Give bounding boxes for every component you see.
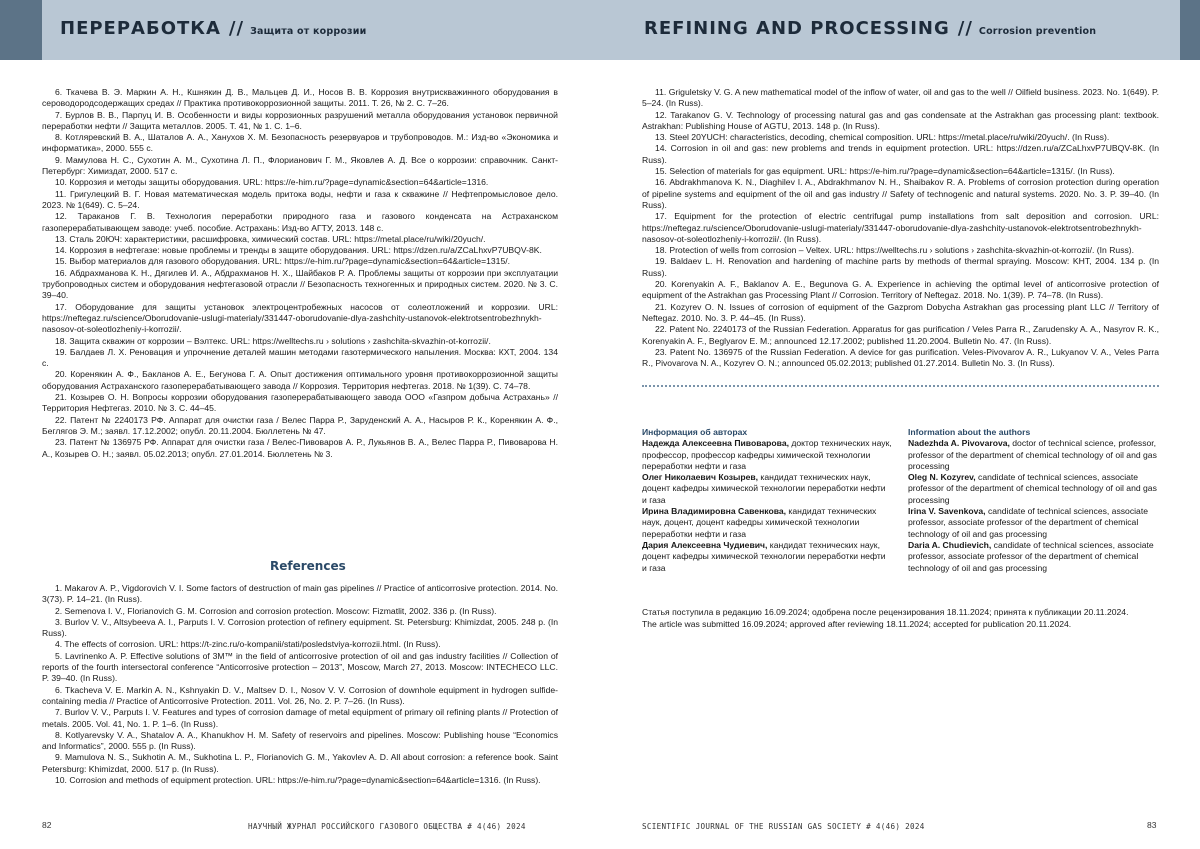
reference-item: 9. Мамулова Н. С., Сухотин А. М., Сухотина Л. П., Флорианович Г. М., Яковлев А. Д. Все о коррозии: справочник. Санкт-Петербург: Химиздат, 2000. 517 с. (42, 154, 558, 177)
header-accent-bar (1180, 0, 1200, 60)
author-entry (908, 438, 1160, 472)
author-description: candidate of technical sciences, associate professor, associate professor of the department of chemical technology of oil and gas processing (908, 506, 1148, 539)
reference-item: 14. Коррозия в нефтегазе: новые проблемы и тренды в защите оборудования. URL: https://dzen.ru/a/ZCaLhxvP7UBQV-8K. (55, 245, 542, 256)
reference-item: 14. Corrosion in oil and gas: new problems and trends in equipment protection. URL: https://dzen.ru/a/ZCaLhxvP7UBQV-8K. (In Russ). (642, 143, 1159, 165)
author-entry (642, 540, 892, 574)
reference-item: 13. Сталь 20ЮЧ: характеристики, расшифровка, химический состав. URL: https://metal.place/ru/wiki/20yuch/. (55, 233, 486, 244)
author-name: Irina V. Savenkova, (908, 506, 986, 517)
author-name: Daria A. Chudievich, (908, 539, 992, 550)
reference-item: 9. Mamulova N. S., Sukhotin A. M., Sukhotina L. P., Florianovich G. M., Yakovlev A. D. All about corrosion: a reference book. Saint Petersburg: Khimizdat, 2000. 517 p. (In Russ). (42, 752, 558, 774)
author-description: доктор технических наук, профессор, профессор кафедры химической технологии переработки нефти и газа (642, 438, 892, 471)
author-entry (908, 506, 1160, 540)
reference-item: 21. Козырев О. Н. Вопросы коррозии оборудования газоперерабатывающего завода ООО «Газпром добыча Астрахань» // Территория Нефтегаз. 2010. № 3. С. 44–45. (42, 392, 558, 414)
reference-item: 17. Оборудование для защиты установок электроцентробежных насосов от солеотложений и коррозии. URL: https://neftegaz.ru/science/Oborudovanie-uslugi-materialy/331447-oborudovanie-dlya-zashchity-ustanovok-elektrotsentrobezhnykh-nasosov-ot-soleotlozheniy-i-korrozii/. (42, 301, 558, 335)
author-name: Oleg N. Kozyrev, (908, 472, 976, 483)
authors-info-ru (642, 427, 892, 574)
author-entry (642, 506, 892, 540)
authors-info-en (908, 427, 1160, 574)
journal-name-right: SCIENTIFIC JOURNAL OF THE RUSSIAN GAS SOCIETY # 4(46) 2024 (642, 822, 925, 831)
reference-item: 22. Патент № 2240173 РФ. Аппарат для очистки газа / Велес Парра Р., Заруденский А. А., Насыров Р. К., Коренякин А. Ф., Беглягов Э. М.; заявл. 17.12.2002; опубл. 20.11.2004. Бюллетень № 47. (42, 414, 558, 436)
reference-item: 23. Патент № 136975 РФ. Аппарат для очистки газа / Велес-Пивоваров А. Р., Лукьянов В. А., Велес Парра Р., Пивоварова Н. А., Козырев О. Н.; заявл. 05.02.2013; опубл. 27.01.2014. Бюллетень № 3. (42, 437, 558, 459)
reference-item: 22. Patent No. 2240173 of the Russian Federation. Apparatus for gas purification / Veles Parra R., Zarudensky A. A., Nasyrov R. K., Korenyakin A. F., Beglyarov E. M.; announced 12.17.2002; published 11.20.2004. Bulletin No. 47. (In Russ). (642, 324, 1159, 346)
section-title: ПЕРЕРАБОТКА (60, 18, 221, 39)
left-page-header (0, 0, 600, 60)
page-number-left: 82 (42, 820, 52, 830)
right-page-header (600, 0, 1200, 60)
reference-item: 16. Абдрахманова К. Н., Дягилев И. А., Абдрахманов Н. Х., Шайбаков Р. А. Проблемы защиты от коррозии при эксплуатации трубопроводных систем и оборудования нефтегазовой отрасли // Безопасность техногенных и природных систем. 2020. № 3. С. 39–40. (42, 267, 558, 301)
submission-dates-ru: Статья поступила в редакцию 16.09.2024; одобрена после рецензирования 18.11.2024; принята к публикации 20.11.2024. (642, 607, 1129, 617)
left-header-title (60, 18, 367, 39)
author-entry (908, 540, 1160, 574)
reference-item: 1. Makarov A. P., Vigdorovich V. I. Some factors of destruction of main gas pipelines // Practice of anticorrosive protection. 2014. No. 3(73). P. 14–21. (In Russ). (42, 583, 558, 605)
author-entry (642, 438, 892, 472)
author-name: Надежда Алексеевна Пивоварова, (642, 438, 789, 449)
author-description: кандидат технических наук, доцент, доцент кафедры химической технологии переработки нефти и газа (642, 506, 877, 539)
title-separator: // (957, 18, 973, 39)
author-description: candidate of technical sciences, associate professor, associate professor of the department of chemical technology of oil and gas processing (908, 539, 1154, 573)
author-description: кандидат технических наук, доцент кафедры химической технологии переработки нефти и газа (642, 539, 886, 573)
reference-item: 10. Коррозия и методы защиты оборудования. URL: https://e-him.ru/?page=dynamic&section=64&article=1316. (55, 177, 489, 188)
reference-item: 16. Abdrakhmanova K. N., Diaghilev I. A., Abdrakhmanov N. H., Shaibakov R. A. Problems of corrosion protection during operation of pipeline systems and equipment of the oil and gas industry // Safety of technogenic and natural systems. 2020. No. 3. P. 39–40. (In Russ). (642, 177, 1159, 210)
references-heading: References (270, 559, 346, 573)
reference-item: 3. Burlov V. V., Altsybeeva A. I., Parputs I. V. Corrosion protection of refinery equipment. St. Petersburg: Khimizdat, 2005. 248 p. (In Russ). (42, 616, 558, 639)
authors-heading-ru: Информация об авторах (642, 427, 748, 437)
reference-item: 4. The effects of corrosion. URL: https://t-zinc.ru/o-kompanii/stati/posledstviya-korrozii.html. (In Russ). (55, 639, 441, 650)
reference-item: 12. Tarakanov G. V. Technology of processing natural gas and gas condensate at the Astrakhan gas processing plant: textbook. Astrakhan: Publishing House of AGTU, 2013. 148 p. (In Russ). (642, 109, 1159, 131)
author-entry (642, 472, 892, 506)
reference-item: 13. Steel 20YUCH: characteristics, decoding, chemical composition. URL: https://metal.place/ru/wiki/20yuch/. (In Russ). (655, 132, 1110, 143)
russian-reference-list (42, 87, 558, 460)
reference-item: 12. Тараканов Г. В. Технология переработки природного газа и газового конденсата на Астраханском газоперерабатывающем заводе: учеб. пособие. Астрахань: Изд-во АГТУ, 2013. 148 с. (42, 211, 558, 233)
section-subtitle: Corrosion prevention (978, 26, 1097, 37)
author-description: candidate of technical sciences, associate professor of the department of chemical technology of oil and gas processing (908, 472, 1157, 505)
reference-item: 23. Patent No. 136975 of the Russian Federation. A device for gas purification. Veles-Pivovarov A. R., Lukyanov V. A., Veles Parra R., Pivovarova N. A., Kozyrev O. N.; announced 05.02.2013; published 01.27.2014. Bulletin No. 3. (In Russ). (642, 346, 1159, 369)
reference-item: 19. Baldaev L. H. Renovation and hardening of machine parts by methods of thermal spraying. Moscow: KHT, 2004. 134 p. (In Russ). (642, 256, 1159, 278)
reference-item: 15. Выбор материалов для газового оборудования. URL: https://e-him.ru/?page=dynamic&section=64&article=1315/. (55, 256, 510, 267)
author-name: Ирина Владимировна Савенкова, (642, 506, 787, 517)
right-header-title (644, 18, 1096, 39)
reference-item: 21. Kozyrev O. N. Issues of corrosion of equipment of the Gazprom Dobycha Astrakhan gas processing plant LLC // Territory of Neftegaz. 2010. No. 3. P. 44–45. (In Russ). (642, 301, 1159, 323)
reference-item: 8. Kotlyarevsky V. A., Shatalov A. A., Khanukhov H. M. Safety of reservoirs and pipelines. Moscow: Publishing house “Economics and Informatics”, 2000. 555 p. (In Russ). (42, 729, 558, 752)
submission-dates (642, 607, 1162, 630)
section-subtitle: Защита от коррозии (250, 26, 367, 37)
reference-item: 20. Коренякин А. Ф., Бакланов А. Е., Бегунова Г. А. Опыт достижения оптимального уровня противокоррозионной защиты оборудования Астраханского газоперерабатывающего завода // Коррозия. Территория нефтегаз. 2018. № 1(39). С. 74–78. (42, 369, 558, 391)
section-title: REFINING AND PROCESSING (644, 18, 950, 39)
reference-item: 15. Selection of materials for gas equipment. URL: https://e-him.ru/?page=dynamic&section=64&article=1315/. (In Russ). (655, 166, 1115, 177)
reference-item: 6. Ткачева В. Э. Маркин А. Н., Кшнякин Д. В., Мальцев Д. И., Носов В. В. Коррозия внутрискважинного оборудования в сероводородсодержащих средах // Практика противокоррозионной защиты. 2011. Т. 26, № 2. С. 7–26. (42, 87, 558, 109)
header-accent-bar (0, 0, 42, 60)
reference-item: 8. Котляревский В. А., Шаталов А. А., Ханухов Х. М. Безопасность резервуаров и трубопроводов. М.: Изд-во «Экономика и информатика», 2000. 555 с. (42, 132, 558, 154)
reference-item: 18. Protection of wells from corrosion – Veltex. URL: https://welltechs.ru › solutions › zashchita-skvazhin-ot-korrozii/. (In Russ). (655, 245, 1135, 256)
author-name: Олег Николаевич Козырев, (642, 472, 759, 483)
reference-item: 18. Защита скважин от коррозии – Вэлтекс. URL: https://welltechs.ru › solutions › zashchita-skvazhin-ot-korrozii/. (55, 335, 491, 346)
reference-item: 10. Corrosion and methods of equipment protection. URL: https://e-him.ru/?page=dynamic&section=64&article=1316. (In Russ). (55, 775, 541, 786)
journal-name-left: НАУЧНЫЙ ЖУРНАЛ РОССИЙСКОГО ГАЗОВОГО ОБЩЕСТВА # 4(46) 2024 (248, 822, 526, 831)
author-name: Nadezhda A. Pivovarova, (908, 438, 1010, 449)
author-description: doctor of technical science, professor, professor of the department of chemical technology of oil and gas processing (908, 438, 1157, 471)
authors-heading-en: Information about the authors (908, 427, 1031, 437)
page-number-right: 83 (1147, 820, 1157, 830)
reference-item: 19. Балдаев Л. Х. Реновация и упрочнение деталей машин методами газотермического напыления. Москва: КХТ, 2004. 134 с. (42, 346, 558, 369)
dotted-divider (642, 385, 1159, 387)
reference-item: 7. Burlov V. V., Parputs I. V. Features and types of corrosion damage of metal equipment of primary oil refining plants // Protection of metals. 2005. Vol. 41, No. 1. P. 1–6. (In Russ). (42, 707, 558, 729)
reference-item: 11. Griguletsky V. G. A new mathematical model of the inflow of water, oil and gas to the well // Oilfield business. 2023. No. 1(649). P. 5–24. (In Russ). (642, 87, 1159, 109)
reference-item: 20. Korenyakin A. F., Baklanov A. E., Begunova G. A. Experience in achieving the optimal level of anticorrosive protection of equipment of the Astrakhan gas Processing Plant // Corrosion. Territory of Neftegaz. 2018. No. 1(39). P. 74–78. (In Russ). (642, 279, 1159, 301)
english-reference-list-left (42, 583, 558, 786)
author-name: Дария Алексеевна Чудиевич, (642, 539, 768, 550)
reference-item: 7. Бурлов В. В., Парпуц И. В. Особенности и виды коррозионных разрушений металла оборудования установок первичной переработки нефти // Защита металлов. 2005. Т. 41, № 1. С. 1–6. (42, 109, 558, 131)
english-reference-list-right (642, 87, 1159, 369)
reference-item: 2. Semenova I. V., Florianovich G. M. Corrosion and corrosion protection. Moscow: Fizmatlit, 2002. 336 p. (In Russ). (55, 605, 497, 616)
reference-item: 5. Lavrinenko A. P. Effective solutions of 3M™ in the field of anticorrosive protection of oil and gas industry facilities // Collection of reports of the fourth intersectoral conference “Anticorrosive protection – 2013”, Moscow, March 27, 2013. Moscow: INTECHECO LLC. P. 39–40. (In Russ). (42, 650, 558, 684)
title-separator: // (228, 18, 245, 39)
submission-dates-en: The article was submitted 16.09.2024; approved after reviewing 18.11.2024; accepted for publication 20.11.2024. (642, 618, 1072, 629)
reference-item: 6. Tkacheva V. E. Markin A. N., Kshnyakin D. V., Maltsev D. I., Nosov V. V. Corrosion of downhole equipment in hydrogen sulfide-containing media // Practice of Anticorrosive Protection. 2011. Vol. 26, No. 2. P. 7–26. (In Russ). (42, 684, 558, 706)
reference-item: 17. Equipment for the protection of electric centrifugal pump installations from salt deposition and corrosion. URL: https://neftegaz.ru/science/Oborudovanie-uslugi-materialy/331447-oborudovanie-dlya-zashchity-ustanovok-elektrotsentrobezhnykh-nasosov-ot-soleotlozheniy-i-korrozii/. (In Russ). (642, 211, 1159, 244)
author-entry (908, 472, 1160, 506)
author-description: кандидат технических наук, доцент кафедры химической технологии переработки нефти и газа (642, 472, 886, 505)
reference-item: 11. Григулецкий В. Г. Новая математическая модель притока воды, нефти и газа к скважине // Нефтепромысловое дело. 2023. № 1(649). С. 5–24. (42, 188, 558, 210)
